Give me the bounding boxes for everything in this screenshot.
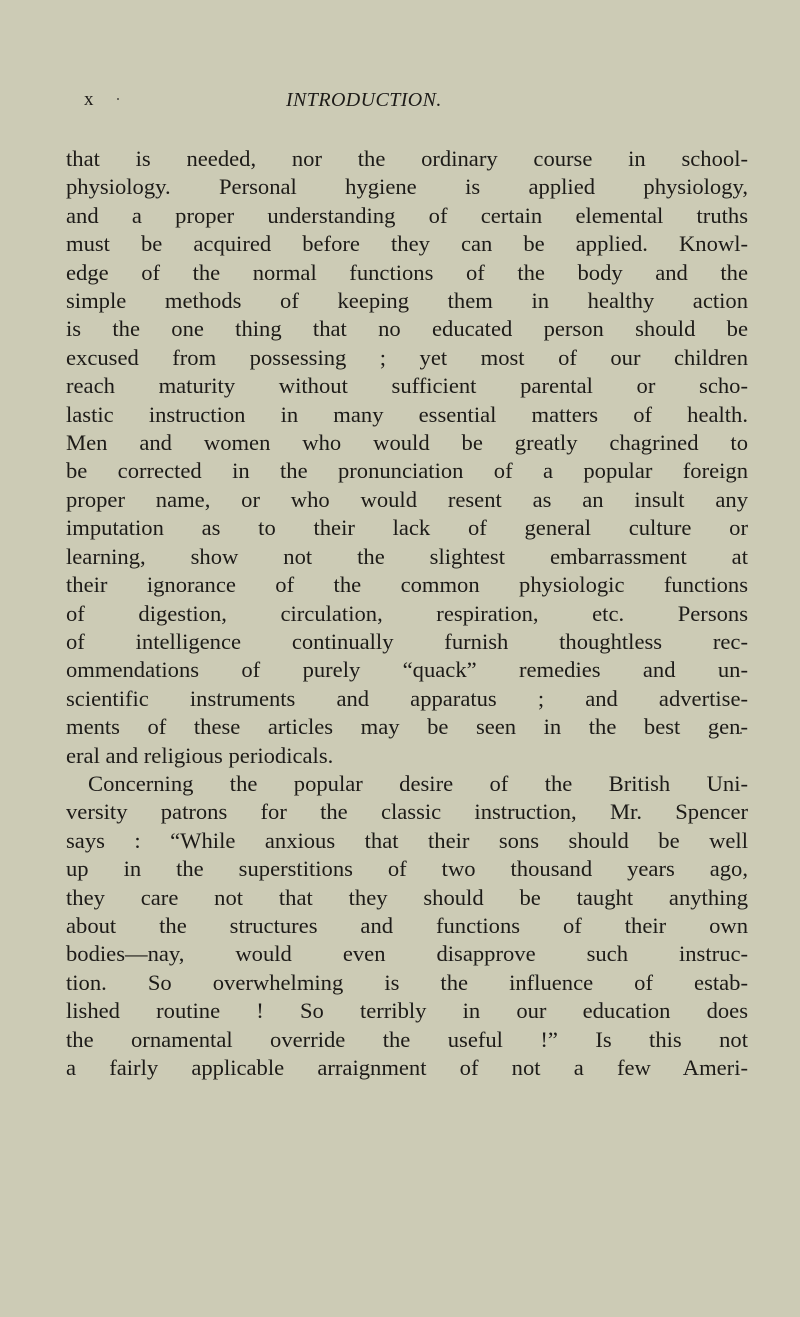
text-line: Concerning the popular desire of the British Uni- — [88, 770, 748, 796]
text-line: be corrected in the pronunciation of a popular foreign — [66, 458, 748, 484]
text-line: lished routine ! So terribly in our education does — [66, 998, 748, 1024]
text-line: simple methods of keeping them in healthy action — [66, 288, 748, 314]
text-line: up in the superstitions of two thousand years ago, — [66, 856, 748, 882]
text-line: versity patrons for the classic instruction, Mr. Spencer — [66, 799, 748, 825]
text-line: imputation as to their lack of general culture or — [66, 515, 748, 541]
running-head — [0, 89, 800, 115]
text-line: Men and women who would be greatly chagrined to — [66, 430, 748, 456]
text-line: edge of the normal functions of the body and the — [66, 259, 748, 285]
paragraph — [66, 770, 748, 1082]
text-line: scientific instruments and apparatus ; and advertise- — [66, 685, 748, 711]
text-line: that is needed, nor the ordinary course in school- — [66, 146, 748, 171]
text-line: is the one thing that no educated person should be — [66, 316, 748, 342]
text-line: of intelligence continually furnish thoughtless rec- — [66, 628, 748, 654]
text-line: excused from possessing ; yet most of our children — [66, 344, 748, 370]
body-text — [66, 145, 748, 1082]
text-line: must be acquired before they can be applied. Knowl- — [66, 231, 748, 257]
text-line: eral and religious periodicals. — [66, 742, 334, 768]
page-number: x — [84, 89, 95, 110]
text-line: the ornamental override the useful !” Is this not — [66, 1026, 748, 1052]
text-line: ments of these articles may be seen in the best gen- — [66, 714, 748, 740]
text-line: learning, show not the slightest embarrassment at — [66, 543, 748, 569]
text-line: bodies—nay, would even disapprove such instruc- — [66, 941, 748, 967]
text-line: about the structures and functions of their own — [66, 912, 748, 938]
text-line: lastic instruction in many essential matters of health. — [66, 401, 748, 427]
text-line: their ignorance of the common physiologic functions — [66, 572, 748, 598]
text-line: of digestion, circulation, respiration, etc. Persons — [66, 600, 748, 626]
text-line: reach maturity without sufficient parental or scho- — [66, 373, 748, 399]
text-line: a fairly applicable arraignment of not a few Ameri- — [66, 1055, 748, 1080]
text-line: says : “While anxious that their sons should be well — [66, 827, 748, 853]
text-line: proper name, or who would resent as an insult any — [66, 486, 748, 512]
print-speck — [117, 98, 119, 100]
text-line: tion. So overwhelming is the influence of estab- — [66, 969, 748, 995]
text-line: and a proper understanding of certain elemental truths — [66, 202, 748, 228]
chapter-title: INTRODUCTION. — [286, 89, 442, 111]
paragraph — [66, 145, 748, 770]
text-line: physiology. Personal hygiene is applied physiology, — [66, 174, 748, 200]
text-line: they care not that they should be taught anything — [66, 884, 748, 910]
text-line: ommendations of purely “quack” remedies and un- — [66, 657, 748, 683]
